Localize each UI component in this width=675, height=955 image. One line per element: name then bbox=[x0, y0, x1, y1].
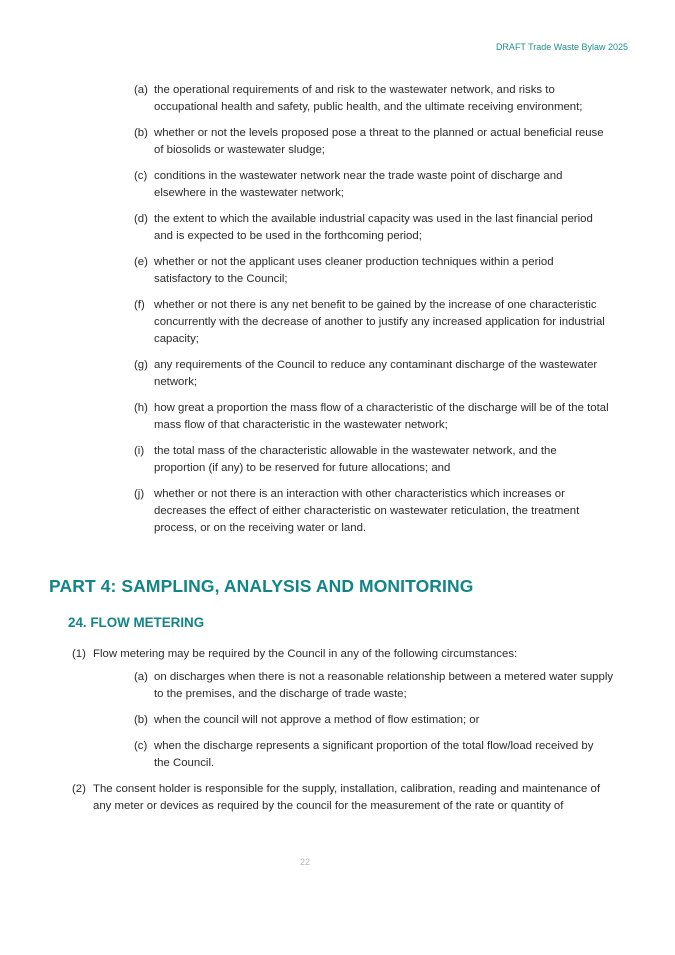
list-item-label: (d) bbox=[134, 213, 148, 225]
list-item-text: the total mass of the characteristic allowable in the wastewater network, and the proportion (if any) to be reserved for future allocations; and bbox=[154, 445, 557, 474]
list-item-text: how great a proportion the mass flow of a characteristic of the discharge will be of the total mass flow of that characteristic in the wastewater network; bbox=[154, 402, 609, 431]
list-item-label: (c) bbox=[134, 740, 148, 752]
clause-1-label: (1) bbox=[72, 648, 86, 660]
list-item-text: when the council will not approve a method of flow estimation; or bbox=[154, 714, 480, 726]
list-item-label: (a) bbox=[134, 84, 148, 96]
list-item-label: (j) bbox=[134, 488, 145, 500]
list-item-label: (a) bbox=[134, 671, 148, 683]
section-heading: 24. FLOW METERING bbox=[68, 615, 205, 630]
list-item-text: whether or not the levels proposed pose a threat to the planned or actual beneficial reuse of biosolids or wastewater sludge; bbox=[154, 127, 604, 156]
clause-2-text: The consent holder is responsible for the supply, installation, calibration, reading and maintenance of any meter or devices as required by the council for the measurement of the rate or quantity of bbox=[93, 783, 600, 812]
clause-1-text: Flow metering may be required by the Council in any of the following circumstances: bbox=[93, 648, 518, 660]
list-item-label: (i) bbox=[134, 445, 145, 457]
list-item-text: whether or not the applicant uses cleaner production techniques within a period satisfactory to the Council; bbox=[154, 256, 554, 285]
list-item-text: the operational requirements of and risk to the wastewater network, and risks to occupational health and safety, public health, and the ultimate receiving environment; bbox=[154, 84, 583, 113]
list-item-label: (b) bbox=[134, 127, 148, 139]
document-header-title: DRAFT Trade Waste Bylaw 2025 bbox=[495, 42, 628, 52]
list-item-label: (g) bbox=[134, 359, 148, 371]
list-item-text: on discharges when there is not a reasonable relationship between a metered water supply to the premises, and the discharge of trade waste; bbox=[154, 671, 614, 700]
clause-2-label: (2) bbox=[72, 783, 86, 795]
list-item-text: any requirements of the Council to reduce any contaminant discharge of the wastewater network; bbox=[154, 359, 598, 388]
list-item-label: (b) bbox=[134, 714, 148, 726]
list-item-text: whether or not there is any net benefit to be gained by the increase of one characteristic concurrently with the decrease of another to justify any increased application for industrial capacity; bbox=[154, 299, 605, 345]
list-item-label: (h) bbox=[134, 402, 148, 414]
part-heading: PART 4: SAMPLING, ANALYSIS AND MONITORING bbox=[49, 576, 474, 596]
list-item-text: the extent to which the available industrial capacity was used in the last financial period and is expected to be used in the forthcoming period; bbox=[154, 213, 593, 242]
page-number: 22 bbox=[299, 857, 310, 867]
list-item-label: (f) bbox=[134, 299, 145, 311]
list-item-label: (e) bbox=[134, 256, 148, 268]
list-item-label: (c) bbox=[134, 170, 148, 182]
list-item-text: when the discharge represents a significant proportion of the total flow/load received by the Council. bbox=[154, 740, 594, 769]
list-item-text: conditions in the wastewater network near the trade waste point of discharge and elsewhere in the wastewater network; bbox=[154, 170, 563, 199]
list-item-text: whether or not there is an interaction with other characteristics which increases or decreases the effect of either characteristic on wastewater reticulation, the treatment process, or on the receiving water or land. bbox=[154, 488, 580, 534]
